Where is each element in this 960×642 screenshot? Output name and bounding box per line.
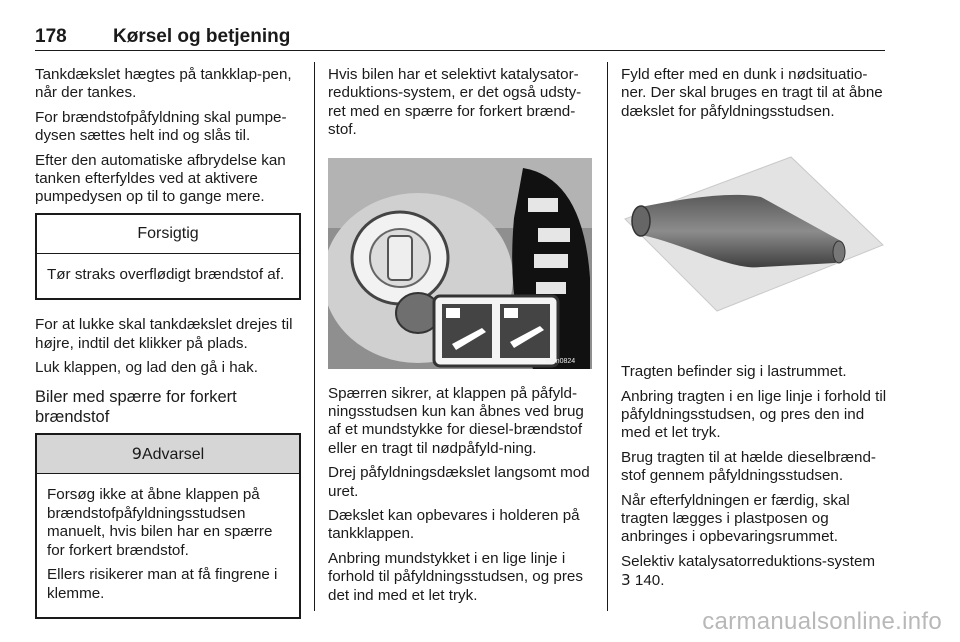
cross-reference-text: Selektiv katalysatorreduktions-system bbox=[621, 552, 876, 570]
section-heading: Biler med spærre for forkert brændstof bbox=[35, 388, 237, 427]
funnel-illustration bbox=[621, 135, 885, 347]
paragraph: Anbring tragten i en lige linje i forhold til påfyldningsstudsen, og pres den ind med et let tryk. bbox=[621, 387, 887, 442]
fuel-flap-illustration bbox=[328, 158, 592, 369]
paragraph: For brændstofpåfyldning skal pumpe-dysen sættes helt ind og slås til. bbox=[35, 108, 287, 145]
warning-text: Forsøg ikke at åbne klappen på brændstofpåfyldningsstudsen manuelt, hvis bilen har en spærre for forkert brændstof. bbox=[47, 486, 273, 559]
paragraph: For at lukke skal tankdækslet drejes til højre, indtil det klikker på plads. bbox=[35, 316, 293, 352]
paragraph: Drej påfyldningsdækslet langsomt mod uret. bbox=[328, 464, 590, 500]
paragraph: Luk klappen, og lad den gå i hak. bbox=[35, 359, 258, 377]
column-divider bbox=[314, 62, 315, 611]
paragraph bbox=[621, 553, 887, 591]
paragraph: Hvis bilen har et selektivt katalysator-reduktions-system, er det også udsty-ret med en spærre for forkert brænd-stof. bbox=[328, 66, 582, 139]
page-title: Kørsel og betjening bbox=[113, 26, 291, 47]
caution-title: Forsigtig bbox=[37, 215, 299, 254]
column-divider bbox=[607, 62, 608, 611]
warning-header bbox=[37, 435, 299, 474]
page-reference-icon: 3 bbox=[621, 571, 631, 590]
paragraph: Efter den automatiske afbrydelse kan tanken efterfyldes ved at aktivere pumpedysen op til to gange mere. bbox=[35, 151, 286, 206]
paragraph: Anbring mundstykket i en lige linje i forhold til påfyldningsstudsen, og pres det ind med et let tryk. bbox=[328, 549, 583, 604]
warning-text: Ellers risikerer man at få fingrene i klemme. bbox=[47, 566, 278, 602]
page-number: 178 bbox=[35, 26, 67, 47]
column-1 bbox=[35, 66, 301, 635]
caution-box bbox=[35, 213, 301, 300]
paragraph: Tankdækslet hægtes på tankklap-pen, når der tankes. bbox=[35, 66, 292, 102]
column-2 bbox=[328, 66, 594, 611]
paragraph: Tragten befinder sig i lastrummet. bbox=[621, 363, 847, 381]
warning-box bbox=[35, 433, 301, 618]
column-3 bbox=[621, 66, 887, 597]
page-header bbox=[35, 26, 885, 51]
warning-icon: 9 bbox=[131, 444, 142, 464]
watermark: carmanualsonline.info bbox=[702, 608, 942, 635]
page-reference-link[interactable]: 140. bbox=[634, 572, 665, 590]
warning-title: Advarsel bbox=[141, 446, 205, 464]
paragraph: Spærren sikrer, at klappen på påfyld-ningsstudsen kun kan åbnes ved brug af et mundstykke for diesel-brændstof eller en tragt til nødpåfyld-ning. bbox=[328, 384, 584, 457]
paragraph: Dækslet kan opbevares i holderen på tankklappen. bbox=[328, 507, 580, 543]
figure-code: eom0824 bbox=[546, 357, 576, 365]
paragraph: Brug tragten til at hælde dieselbrænd-stof gennem påfyldningsstudsen. bbox=[621, 448, 876, 485]
caution-text: Tør straks overflødigt brændstof af. bbox=[47, 265, 285, 283]
paragraph: Fyld efter med en dunk i nødsituatio-ner. Der skal bruges en tragt til at åbne dækslet for påfyldningsstudsen. bbox=[621, 66, 883, 120]
paragraph: Når efterfyldningen er færdig, skal tragten lægges i plastposen og anbringes i opbevaringsrummet. bbox=[621, 491, 850, 546]
